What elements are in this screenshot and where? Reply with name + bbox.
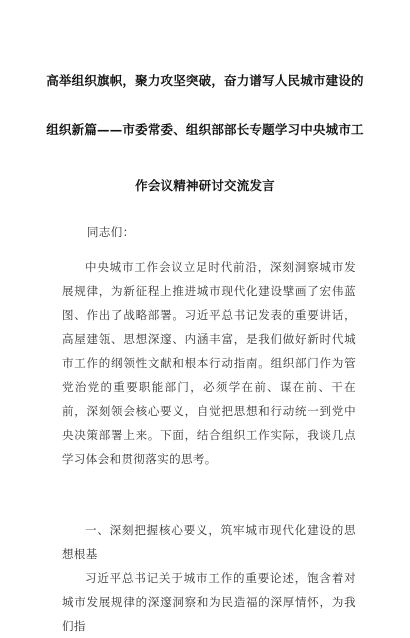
- document-title-line-1: 高举组织旗帜，聚力攻坚突破，奋力谱写人民城市建设的: [46, 73, 364, 88]
- body-paragraph-1: 中央城市工作会议立足时代前沿，深刻洞察城市发展规律，为新征程上推进城市现代化建设擘画了宏伟蓝图、作出了战略部署。习近平总书记发表的重要讲话，高屋建瓴、思想深邃、内涵丰富，是我们做好新时代城市工作的纲领性文献和根本行动指南。组织部门作为管党治党的重要职能部门，必须学在前、谋在前、干在前，深刻领会核心要义，自觉把思想和行动统一到党中央决策部署上来。下面，结合组织工作实际，我谈几点学习体会和贯彻落实的思考。: [62, 260, 356, 466]
- body-paragraph-2: 习近平总书记关于城市工作的重要论述，饱含着对城市发展规律的深邃洞察和为民造福的深厚情怀，为我们指: [62, 571, 356, 633]
- document-title-line-3: 作会议精神研讨交流发言: [135, 178, 275, 193]
- section-heading-1: 一、深刻把握核心要义，筑牢城市现代化建设的思想根基: [62, 523, 356, 561]
- greeting: 同志们：: [87, 225, 135, 239]
- document-title-line-2: 组织新篇——市委常委、组织部部长专题学习中央城市工: [46, 122, 364, 137]
